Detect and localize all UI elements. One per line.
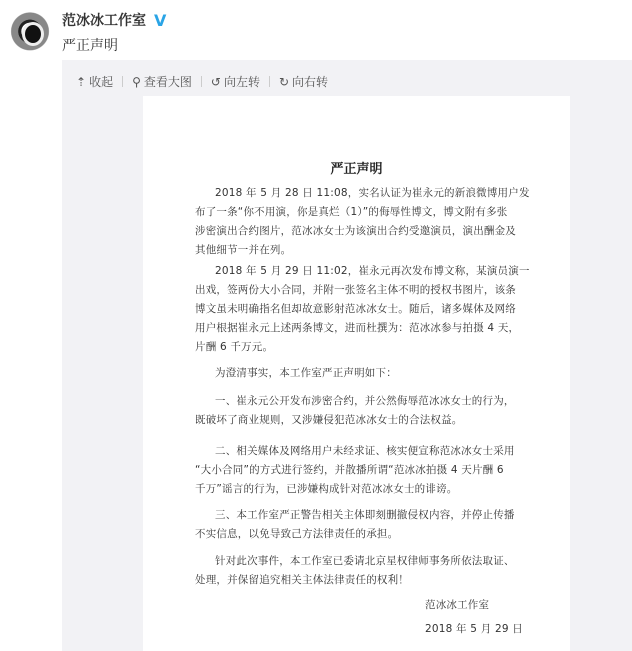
rotate-right-label: 向右转 (292, 75, 329, 89)
statement-line: 既破坏了商业规则，又涉嫌侵犯范冰冰女士的合法权益。 (195, 414, 463, 426)
statement-line: 二、相关媒体及网络用户未经求证、核实便宣称范冰冰女士采用 (215, 445, 515, 457)
view-large-label: 查看大图 (143, 75, 192, 89)
statement-line: 处理，并保留追究相关主体法律责任的权利！ (195, 574, 409, 586)
statement-line: 涉密演出合约图片，范冰冰女士为该演出合约受邀演员，演出酬金及 (195, 225, 516, 237)
statement-line: 2018 年 5 月 28 日 11:08，实名认证为崔永元的新浪微博用户发 (215, 187, 530, 199)
statement-line: 其他细节一并在列。 (195, 244, 292, 256)
image-toolbar (76, 73, 328, 90)
statement-line: “大小合同”的方式进行签约，并散播所谓“范冰冰拍摄 4 天片酬 6 (195, 464, 504, 476)
statement-line: 出戏，签两份大小合同，并附一张签名主体不明的授权书图片，该条 (195, 284, 516, 296)
post-text: 严正声明 (62, 38, 118, 54)
verified-badge-icon: V (154, 10, 167, 30)
statement-title: 严正声明 (330, 162, 383, 177)
rotate-left-button[interactable] (211, 73, 260, 90)
statement-date: 2018 年 5 月 29 日 (425, 623, 523, 635)
search-icon: ⚲ (132, 74, 141, 89)
view-large-button[interactable] (132, 73, 192, 90)
rotate-left-label: 向左转 (223, 75, 260, 89)
statement-line: 为澄清事实，本工作室严正声明如下： (215, 367, 397, 379)
avatar[interactable] (4, 8, 56, 60)
divider (122, 76, 123, 87)
rotate-right-button[interactable] (279, 73, 328, 90)
author-name[interactable]: 范冰冰工作室 (62, 13, 146, 29)
statement-line: 一、崔永元公开发布涉密合约，并公然侮辱范冰冰女士的行为， (215, 395, 515, 407)
collapse-button[interactable] (76, 73, 113, 90)
divider (201, 76, 202, 87)
statement-line: 博文虽未明确指名但却故意影射范冰冰女士。随后，诸多媒体及网络 (195, 303, 516, 315)
statement-image[interactable] (143, 96, 570, 651)
statement-line: 用户根据崔永元上述两条博文，进而杜撰为：范冰冰参与拍摄 4 天， (195, 322, 520, 334)
statement-line: 千万”谣言的行为，已涉嫌构成针对范冰冰女士的诽谤。 (195, 483, 458, 495)
statement-line: 针对此次事件，本工作室已委请北京星权律师事务所依法取证、 (215, 555, 515, 567)
collapse-label: 收起 (89, 75, 114, 89)
post-author (62, 10, 166, 30)
statement-line: 2018 年 5 月 29 日 11:02，崔永元再次发布博文称，某演员演一 (215, 265, 530, 277)
rotate-left-icon: ↺ (210, 74, 221, 89)
statement-line: 三、本工作室严正警告相关主体即刻删撤侵权内容，并停止传播 (215, 509, 515, 521)
statement-line: 片酬 6 千万元。 (195, 341, 274, 353)
rotate-right-icon: ↻ (278, 74, 290, 89)
image-viewer (62, 60, 632, 651)
arrow-up-icon: ⇡ (76, 74, 87, 89)
divider (269, 76, 270, 87)
statement-line: 布了一条“你不用演，你是真烂（1）”的侮辱性博文，博文附有多张 (195, 206, 508, 218)
statement-line: 不实信息，以免导致己方法律责任的承担。 (195, 528, 399, 540)
signature: 范冰冰工作室 (425, 599, 490, 611)
